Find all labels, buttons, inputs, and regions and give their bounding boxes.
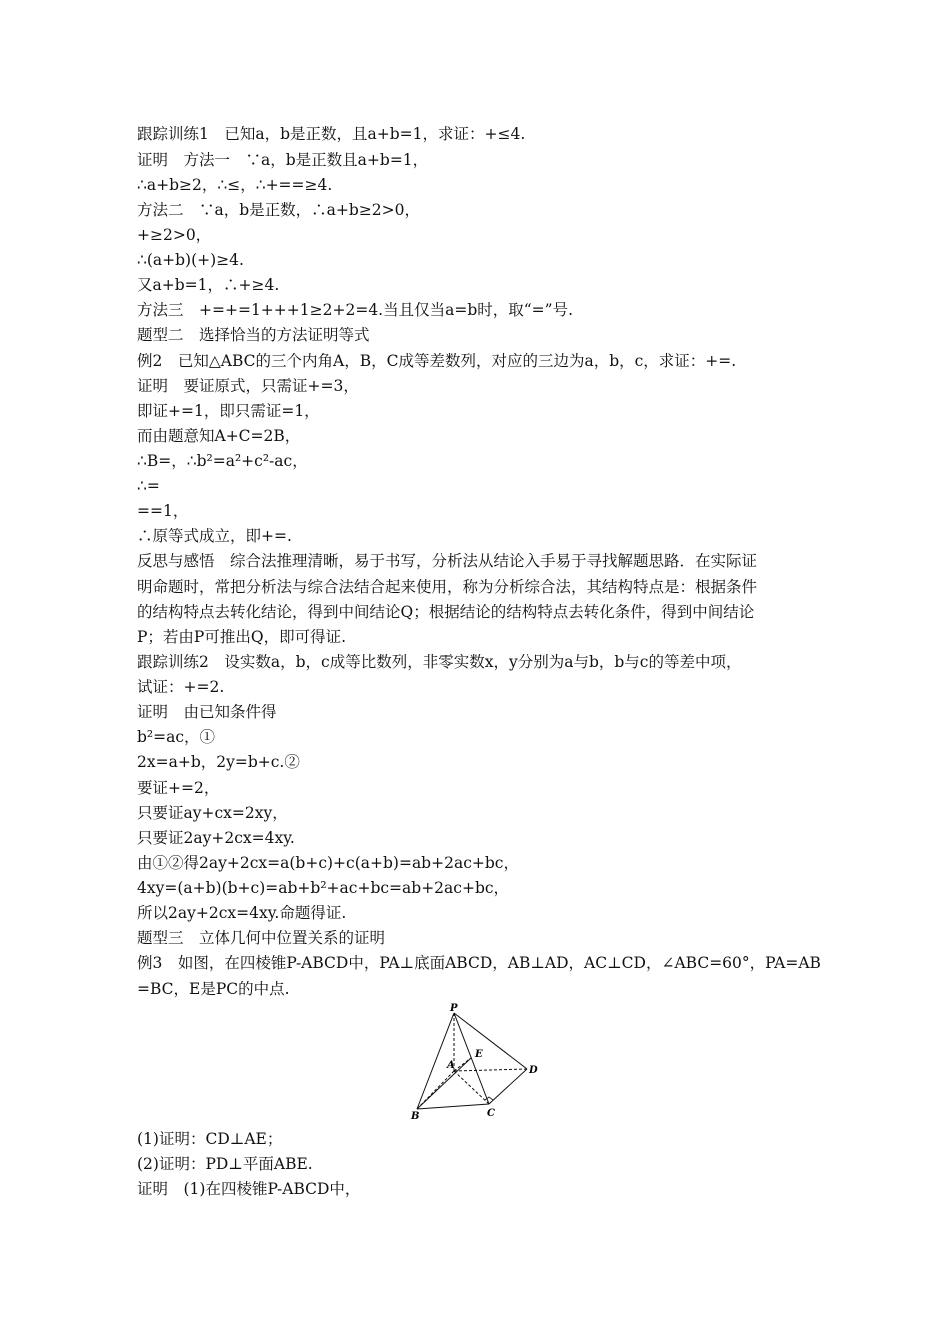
text-line: +≥2>0，: [137, 226, 212, 244]
text-line: 只要证ay+cx=2xy，: [137, 804, 288, 822]
text-line: 跟踪训练1 已知a，b是正数，且a+b=1，求证：+≤4.: [137, 125, 526, 143]
text-line: 所以2ay+2cx=4xy.命题得证.: [137, 904, 347, 922]
text-line: ∴a+b≥2，∴≤，∴+==≥4.: [137, 176, 333, 194]
label-A: A: [447, 1060, 455, 1071]
text-line: 只要证2ay+2cx=4xy.: [137, 829, 295, 847]
text-line: ∴原等式成立，即+=.: [137, 527, 292, 545]
label-E: E: [475, 1049, 483, 1060]
text-line: 明命题时，常把分析法与综合法结合起来使用，称为分析综合法，其结构特点是：根据条件: [137, 578, 758, 596]
text-line: 证明 由已知条件得: [137, 703, 277, 721]
label-C: C: [487, 1108, 495, 1119]
label-B: B: [411, 1111, 420, 1122]
text-line: 证明 方法一 ∵a，b是正数且a+b=1，: [137, 151, 429, 169]
text-line: 2x=a+b，2y=b+c.②: [137, 753, 300, 771]
text-line: =BC，E是PC的中点.: [137, 980, 290, 998]
text-line: 而由题意知A+C=2B，: [137, 427, 301, 445]
text-line: 方法二 ∵a，b是正数，∴a+b≥2>0，: [137, 201, 421, 219]
edge-AC: [454, 1071, 489, 1104]
text-line: P；若由P可推出Q，即可得证.: [137, 628, 346, 646]
text-line: 要证+=2，: [137, 779, 220, 797]
text-line: ∴(a+b)(+)≥4.: [137, 251, 244, 269]
edge-BC: [417, 1104, 489, 1109]
text-line: 又a+b=1，∴+≥4.: [137, 276, 280, 294]
text-line: 即证+=1，即只需证=1，: [137, 402, 320, 420]
section-heading: 题型三 立体几何中位置关系的证明: [137, 929, 386, 947]
edge-CD: [489, 1069, 527, 1104]
text-line: 证明 (1)在四棱锥P-ABCD中，: [137, 1180, 361, 1198]
text-line: ∴=: [137, 477, 160, 495]
text-line: 反思与感悟 综合法推理清晰，易于书写，分析法从结论入手易于寻找解题思路．在实际证: [137, 552, 758, 570]
text-line: 证明 要证原式，只需证+=3，: [137, 377, 359, 395]
edge-AB: [417, 1071, 454, 1109]
edge-AD: [454, 1069, 527, 1071]
text-line: 的结构特点去转化结论，得到中间结论Q；根据结论的结构特点去转化条件，得到中间结论: [137, 603, 755, 621]
text-line: (2)证明：PD⊥平面ABE.: [137, 1155, 313, 1173]
section-heading: 题型二 选择恰当的方法证明等式: [137, 326, 370, 344]
text-line: ∴B=，∴b²=a²+c²-ac，: [137, 452, 308, 470]
text-line: (1)证明：CD⊥AE；: [137, 1130, 283, 1148]
text-line: ==1，: [137, 502, 189, 520]
text-line: 例2 已知△ABC的三个内角A，B，C成等差数列，对应的三边为a，b，c，求证：+=.: [137, 352, 737, 370]
text-line: 方法三 +=+=1+++1≥2+2=4.当且仅当a=b时，取“=”号.: [137, 301, 574, 319]
label-P: P: [450, 1003, 458, 1014]
text-line: 由①②得2ay+2cx=a(b+c)+c(a+b)=ab+2ac+bc，: [137, 854, 519, 872]
pyramid-figure: [405, 1001, 555, 1123]
text-line: 跟踪训练2 设实数a，b，c成等比数列，非零实数x，y分别为a与b，b与c的等差中项，: [137, 653, 742, 671]
label-D: D: [529, 1065, 538, 1076]
text-line: 试证：+=2.: [137, 678, 225, 696]
text-line: 4xy=(a+b)(b+c)=ab+b²+ac+bc=ab+2ac+bc，: [137, 879, 510, 897]
pyramid-diagram: [405, 1001, 555, 1123]
text-line: b²=ac，①: [137, 728, 216, 746]
text-line: 例3 如图，在四棱锥P-ABCD中，PA⊥底面ABCD，AB⊥AD，AC⊥CD，∠ABC=60°，PA=AB: [137, 954, 821, 972]
